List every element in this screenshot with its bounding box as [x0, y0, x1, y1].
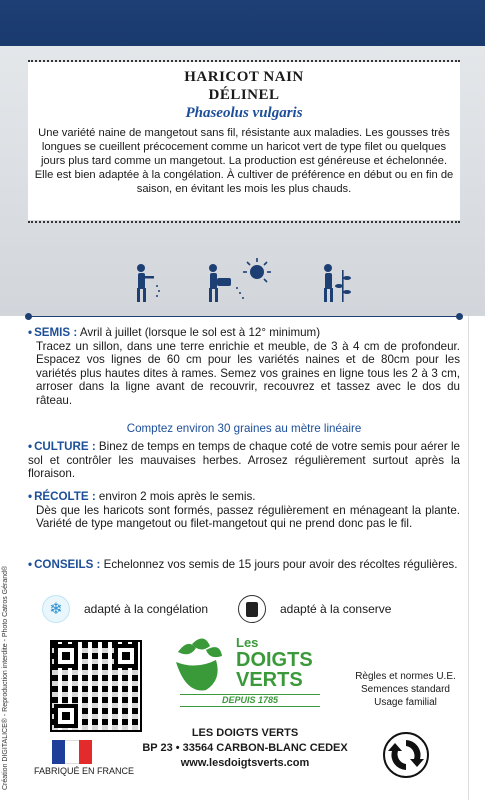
- recolte-label: RÉCOLTE :: [34, 490, 96, 503]
- product-description: Une variété naine de mangetout sans fil, résistante aux maladies. Les gousses très longues se cueillent précocement comme un haricot vert de type filet ou quelques jours plus tard comme un mangetout. La production est généreuse et échelonnée. Elle est bien adaptée à la congélation. À cultiver de préférence en début ou en fin de saison, en évitant les mois les plus chauds.: [34, 127, 454, 195]
- address-line1: LES DOIGTS VERTS: [191, 727, 299, 739]
- timeline-line: [28, 316, 460, 317]
- growing-plant-icon: [324, 264, 351, 302]
- rules-line2: Semences standard: [361, 684, 450, 695]
- feature-can-label: adapté à la conserve: [280, 602, 392, 616]
- address-line2: BP 23 • 33564 CARBON-BLANC CEDEX: [142, 742, 348, 754]
- website-link[interactable]: www.lesdoigtsverts.com: [180, 757, 310, 769]
- brand-line3: VERTS: [236, 669, 303, 691]
- recolte-period: environ 2 mois après le semis.: [98, 490, 256, 503]
- conseils-text: Echelonnez vos semis de 15 jours pour avoir des récoltes régulières.: [103, 558, 458, 571]
- jar-icon: [238, 595, 266, 623]
- conseils-label: CONSEILS :: [34, 558, 101, 571]
- steps-icons: [0, 258, 485, 316]
- product-card: [28, 62, 460, 220]
- steps-illustration: [0, 258, 485, 316]
- dotted-divider-bottom: [28, 221, 460, 223]
- feature-freeze-label: adapté à la congélation: [84, 602, 209, 616]
- product-name: HARICOT NAIN: [184, 69, 304, 85]
- rules-line3: Usage familial: [374, 697, 437, 708]
- timeline-dot: [25, 313, 32, 320]
- feature-freeze: [42, 594, 208, 624]
- semis-period: Avril à juillet (lorsque le sol est à 12° minimum): [79, 326, 321, 339]
- credit-text: Création DIGITALICE® - Reproduction interdite - Photo Catros Gérand®: [2, 565, 9, 790]
- french-flag-icon: [52, 740, 92, 764]
- latin-name: Phaseolus vulgaris: [185, 105, 303, 121]
- recycle-icon: [383, 732, 429, 778]
- brand-line2: DOIGTS: [236, 649, 313, 671]
- culture-label: CULTURE :: [34, 440, 96, 453]
- semis-text: Tracez un sillon, dans une terre enrichie et meuble, de 3 à 4 cm de profondeur. Espacez vos lignes de 60 cm pour les variétés naines et de 80cm pour les variétés plus hautes dites à rames. Semez vos graines en ligne tous les 2 à 3 cm, arroser dans la ligne avant de recouvrir, recouvrez et tassez avec le dos du râteau.: [36, 339, 460, 407]
- watering-icon: [209, 258, 271, 302]
- semis-label: SEMIS :: [34, 326, 78, 339]
- brand-tagline: DEPUIS 1785: [180, 694, 320, 707]
- product-variety: DÉLINEL: [208, 87, 280, 103]
- sowing-icon: [137, 264, 160, 302]
- seed-count-note: Comptez environ 30 graines au mètre linéaire: [126, 422, 362, 435]
- feature-can: [238, 594, 391, 624]
- made-in-france: FABRIQUÉ EN FRANCE: [34, 766, 135, 776]
- timeline-dot: [456, 313, 463, 320]
- regulations: [348, 670, 463, 709]
- brand-line1: Les: [236, 635, 259, 650]
- recolte-text: Dès que les haricots sont formés, passez régulièrement en ménageant la plante. Variété de type mangetout ou filet-mangetout qui ne prend donc pas le fil.: [36, 503, 460, 530]
- recolte-section: • RÉCOLTE : environ 2 mois après le semis. Dès que les haricots sont formés, passez régulièrement en ménageant la plante. Variété de type mangetout ou filet-mangetout qui ne prend donc pas le fil.: [28, 490, 460, 530]
- brand-logo: [170, 632, 320, 710]
- semis-section: • SEMIS : Avril à juillet (lorsque le sol est à 12° minimum) Tracez un sillon, dans une terre enrichie et meuble, de 3 à 4 cm de profondeur. Espacez vos lignes de 60 cm pour les variétés naines et de 80cm pour les variétés plus hautes dites à rames. Semez vos graines en ligne tous les 2 à 3 cm, arroser dans la ligne avant de recouvrir, recouvrez et tassez avec le dos du râteau.: [28, 326, 460, 407]
- company-address: [130, 726, 360, 771]
- rules-line1: Règles et normes U.E.: [355, 671, 456, 682]
- snowflake-icon: ❄: [42, 595, 70, 623]
- qr-code[interactable]: [50, 640, 142, 732]
- header-band: [0, 0, 485, 46]
- conseils-section: • CONSEILS : Echelonnez vos semis de 15 jours pour avoir des récoltes régulières.: [28, 558, 458, 571]
- culture-section: • CULTURE : Binez de temps en temps de chaque coté de votre semis pour aérer le sol et contrôler les mauvaises herbes. Arrosez régulièrement surtout après la floraison.: [28, 440, 460, 480]
- culture-text: Binez de temps en temps de chaque coté de votre semis pour aérer le sol et contrôler les mauvaises herbes. Arrosez régulièrement surtout après la floraison.: [28, 440, 460, 480]
